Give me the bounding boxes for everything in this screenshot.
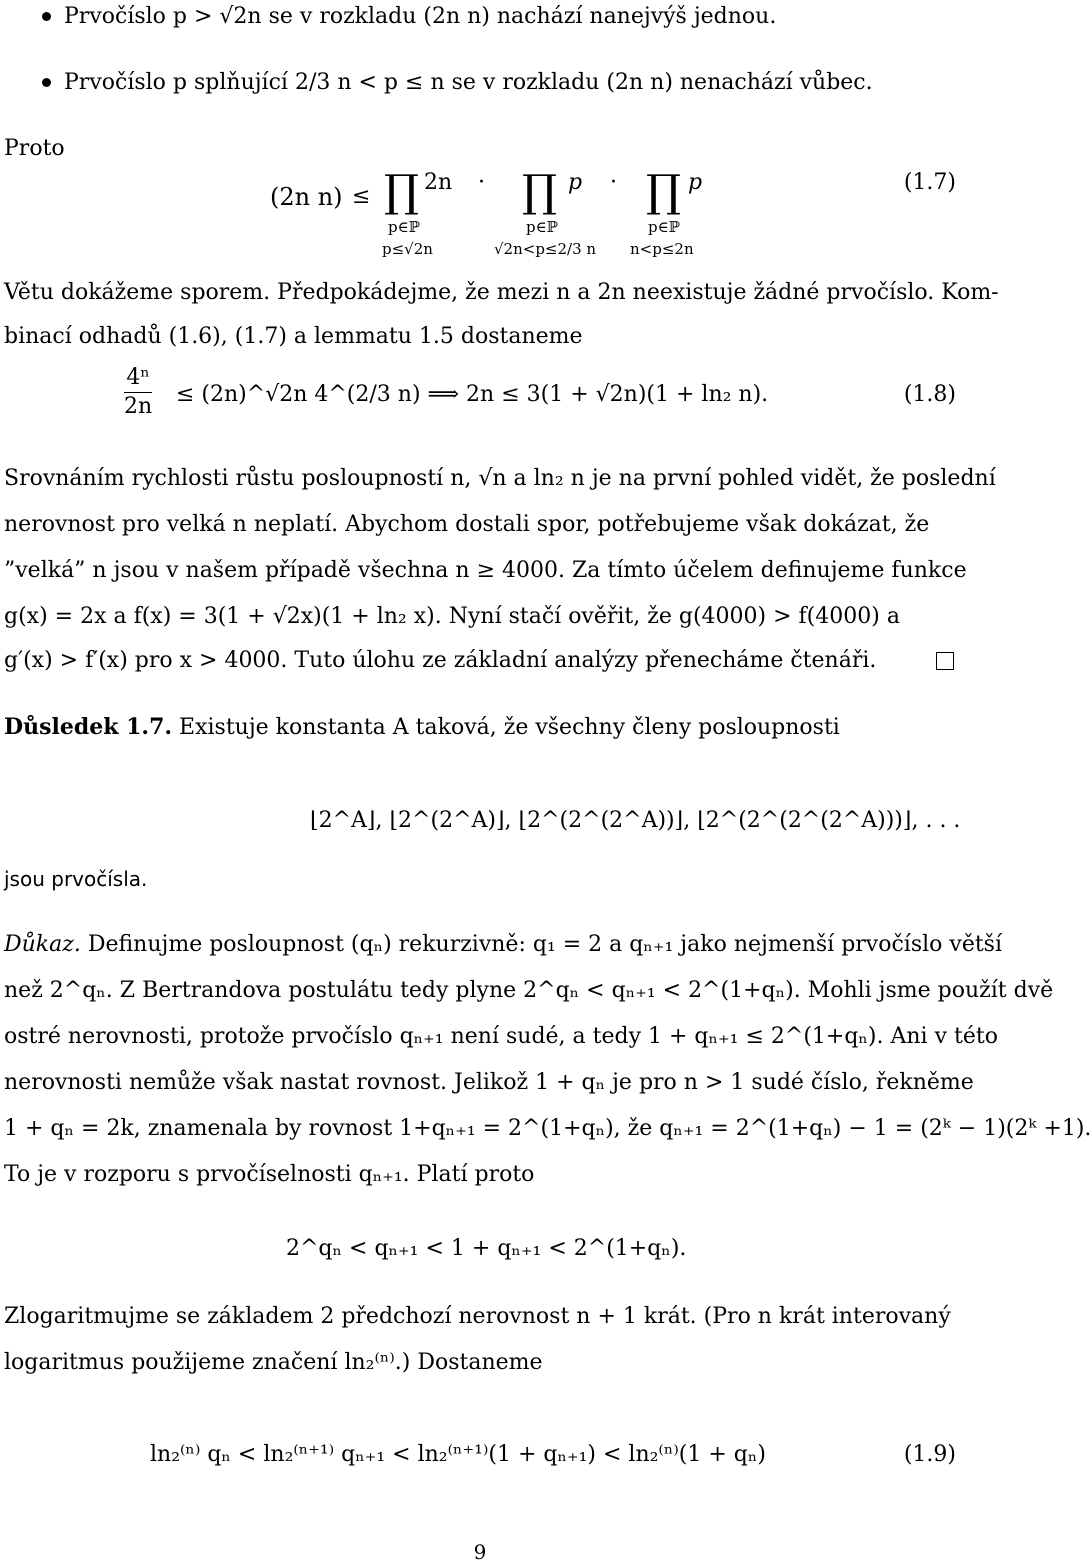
proof-label: Důkaz. [4,932,81,957]
proto-label: Proto [4,136,65,161]
corollary-line [4,712,958,743]
product-symbol-2: ∏ [522,166,558,217]
eq18-rhs: ≤ (2n)^√2n 4^(2/3 n) ⟹ 2n ≤ 3(1 + √2n)(1 + ln₂ n). [176,382,769,407]
corollary-text: Existuje konstanta A taková, že všechny členy posloupnosti [179,715,840,740]
eq17-lhs: (2n n) [270,183,343,211]
eq17-sub3b: n<p≤2n [630,240,694,258]
eq17-le: ≤ [352,184,371,209]
equation-number-1-9: (1.9) [903,1442,956,1467]
paragraph-4-line-1: Zlogaritmujme se základem 2 předchozí nerovnost n + 1 krát. (Pro n krát interovaný [4,1304,951,1329]
paragraph-1-line-1: Větu dokážeme sporem. Předpokádejme, že mezi n a 2n neexistuje žádné prvočíslo. Kom- [4,280,999,305]
corollary-title: Důsledek 1.7. [4,714,173,740]
inequality-chain: 2^qₙ < qₙ₊₁ < 1 + qₙ₊₁ < 2^(1+qₙ). [286,1236,687,1261]
eq17-term3: p [688,170,703,195]
paragraph-3-line-2: než 2^qₙ. Z Bertrandova postulátu tedy plyne 2^qₙ < qₙ₊₁ < 2^(1+qₙ). Mohli jsme použít dvě [4,978,1054,1003]
eq17-dot2: · [610,170,617,195]
eq17-sub1b: p≤√2n [382,240,433,258]
paragraph-2-line-1: Srovnáním rychlosti růstu posloupností n, √n a ln₂ n je na první pohled vidět, že poslední [4,466,996,491]
paragraph-3-line-4: nerovnosti nemůže však nastat rovnost. Jelikož 1 + qₙ je pro n > 1 sudé číslo, řekněme [4,1070,974,1095]
eq18-frac-num: 4ⁿ [124,364,152,393]
eq17-sub2a: p∈ℙ [526,218,558,236]
proof-line-1 [4,930,1003,960]
product-symbol-1: ∏ [384,166,420,217]
bullet-text-2: Prvočíslo p splňující 2/3 n < p ≤ n se v rozkladu (2n n) nenachází vůbec. [64,70,873,95]
paragraph-3-line-3: ostré nerovnosti, protože prvočíslo qₙ₊₁ není sudé, a tedy 1 + qₙ₊₁ ≤ 2^(1+qₙ). Ani v této [4,1024,998,1049]
eq19-body: ln₂⁽ⁿ⁾ qₙ < ln₂⁽ⁿ⁺¹⁾ qₙ₊₁ < ln₂⁽ⁿ⁺¹⁾(1 + qₙ₊₁) < ln₂⁽ⁿ⁾(1 + qₙ) [150,1442,766,1467]
bullet-dot-2 [42,78,51,87]
eq17-term1: 2n [424,170,453,195]
equation-number-1-7: (1.7) [903,170,956,195]
bullet-text-1: Prvočíslo p > √2n se v rozkladu (2n n) nachází nanejvýš jednou. [64,4,777,29]
product-symbol-3: ∏ [646,166,682,217]
equation-number-1-8: (1.8) [903,382,956,407]
paragraph-2-line-3: ”velká” n jsou v našem případě všechna n ≥ 4000. Za tímto účelem definujeme funkce [4,558,967,583]
eq17-sub1a: p∈ℙ [388,218,420,236]
eq17-sub3a: p∈ℙ [648,218,680,236]
paragraph-2-line-2: nerovnost pro velká n neplatí. Abychom dostali spor, potřebujeme však dokázat, že [4,512,930,537]
jsou-prvocisla: jsou prvočísla. [4,867,148,891]
qed-square [936,652,954,670]
paragraph-2-line-4: g(x) = 2x a f(x) = 3(1 + √2x)(1 + ln₂ x). Nyní stačí ověřit, že g(4000) > f(4000) a [4,604,900,629]
page-number: 9 [473,1540,487,1564]
paragraph-2-line-5: g′(x) > f′(x) pro x > 4000. Tuto úlohu ze základní analýzy přenecháme čtenáři. [4,648,877,673]
paragraph-4-line-2: logaritmus použijeme značení ln₂⁽ⁿ⁾.) Dostaneme [4,1350,543,1375]
paragraph-3-line-6: To je v rozporu s prvočíselnosti qₙ₊₁. Platí proto [4,1162,535,1187]
eq18-fraction [124,364,152,421]
paragraph-3-line-5: 1 + qₙ = 2k, znamenala by rovnost 1+qₙ₊₁ = 2^(1+qₙ), že qₙ₊₁ = 2^(1+qₙ) − 1 = (2ᵏ − 1)(2ᵏ +1). [4,1116,1091,1141]
eq17-term2: p [568,170,583,195]
eq17-sub2b: √2n<p≤2/3 n [494,240,597,258]
bullet-dot-1 [42,12,51,21]
paragraph-1-line-2: binací odhadů (1.6), (1.7) a lemmatu 1.5 dostaneme [4,324,583,349]
eq17-dot1: · [478,170,485,195]
paragraph-3-line-1: Definujme posloupnost (qₙ) rekurzivně: q₁ = 2 a qₙ₊₁ jako nejmenší prvočíslo větší [87,932,1003,957]
eq18-frac-den: 2n [124,394,153,419]
floor-sequence: ⌊2^A⌋, ⌊2^(2^A)⌋, ⌊2^(2^(2^A))⌋, ⌊2^(2^(2^(2^A)))⌋, . . . [310,808,961,833]
